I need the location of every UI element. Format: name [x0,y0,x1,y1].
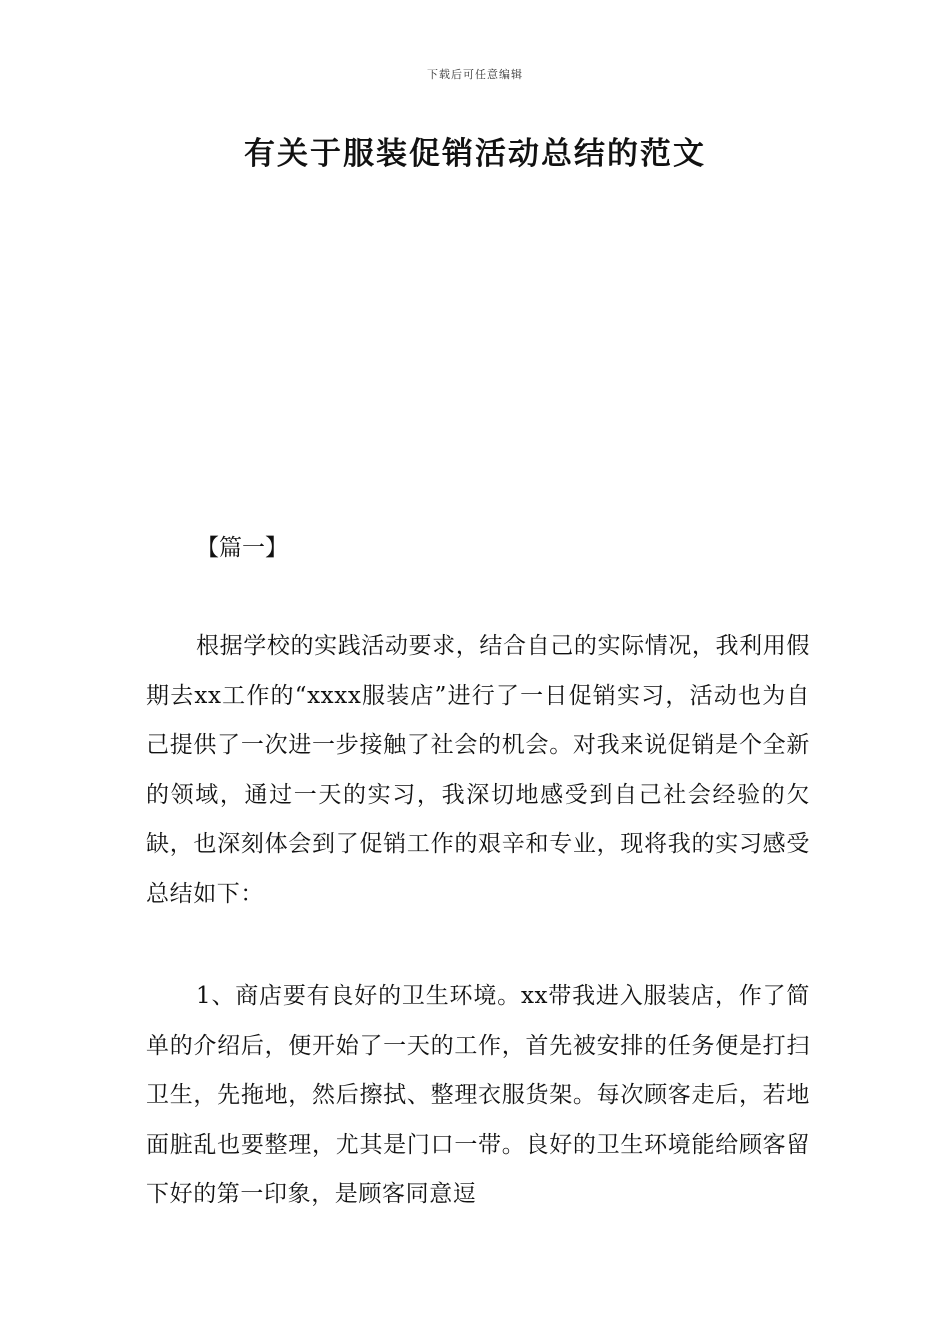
body-paragraph: 根据学校的实践活动要求，结合自己的实际情况，我利用假期去xx工作的“xxxx服装店”进行了一日促销实习，活动也为自己提供了一次进一步接触了社会的机会。对我来说促销是个全新的领域，通过一天的实习，我深切地感受到自己社会经验的欠缺，也深刻体会到了促销工作的艰辛和专业，现将我的实习感受总结如下： [146,633,810,907]
body-paragraph: 1、商店要有良好的卫生环境。xx带我进入服装店，作了简单的介绍后，便开始了一天的工作，首先被安排的任务便是打扫卫生，先拖地，然后擦拭、整理衣服货架。每次顾客走后，若地面脏乱也要整理，尤其是门口一带。良好的卫生环境能给顾客留下好的第一印象，是顾客同意逗 [146,983,810,1208]
section-heading: 【篇一】 [196,535,288,561]
page-header-note: 下载后可任意编辑 [427,68,523,81]
document-title: 有关于服装促销活动总结的范文 [244,136,706,172]
